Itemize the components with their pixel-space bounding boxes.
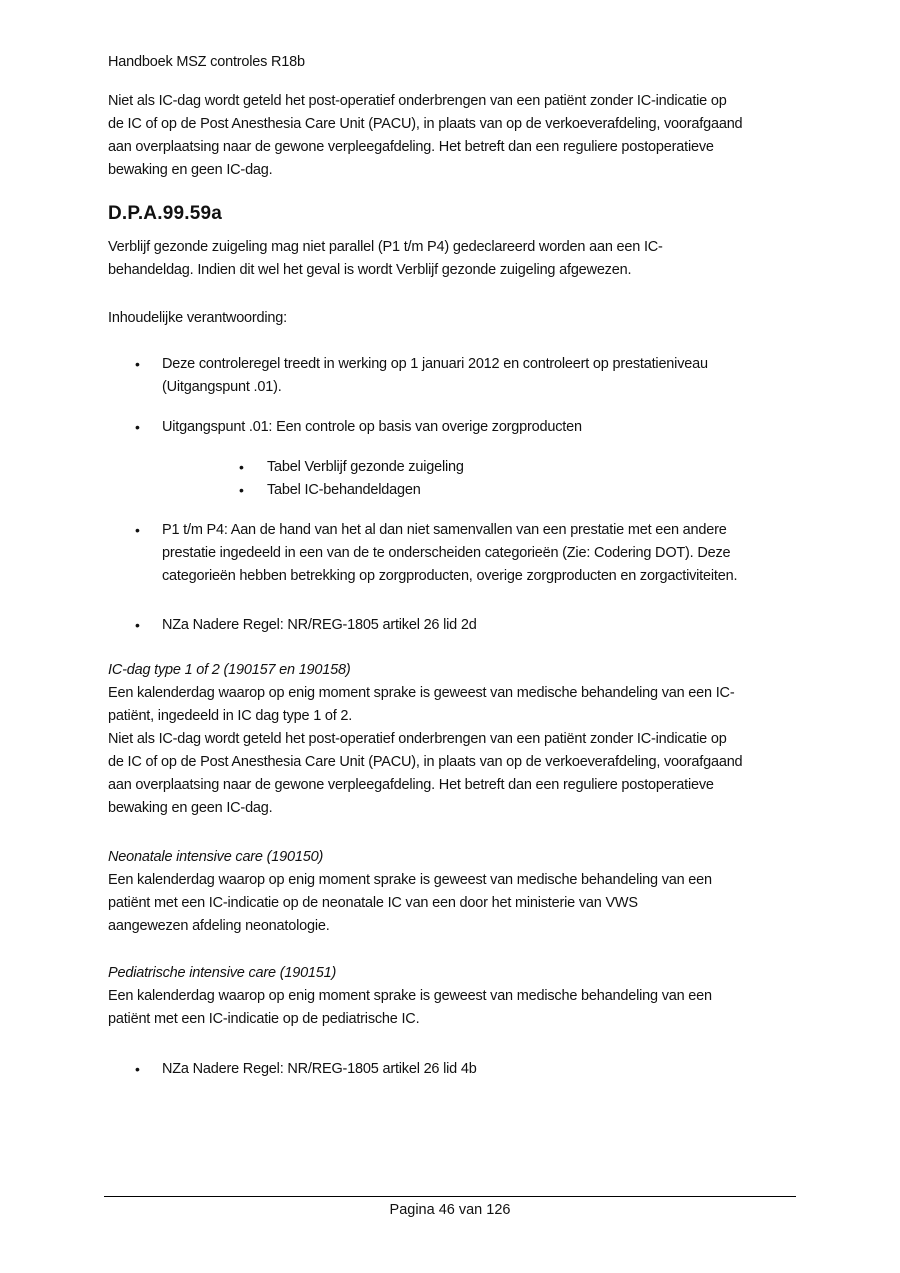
bullet-icon: •	[135, 522, 140, 538]
sub-bullet-item: Tabel IC-behandeldagen	[267, 482, 421, 498]
text-line: Niet als IC-dag wordt geteld het post-operatief onderbrengen van een patiënt zonder IC-indicatie op	[108, 93, 727, 109]
bullet-icon: •	[135, 419, 140, 435]
text-line: prestatie ingedeeld in een van de te onderscheiden categorieën (Zie: Codering DOT). Deze	[162, 545, 731, 561]
text-line: patiënt met een IC-indicatie op de neonatale IC van een door het ministerie van VWS	[108, 895, 638, 911]
section-heading: D.P.A.99.59a	[108, 203, 223, 224]
running-header: Handboek MSZ controles R18b	[108, 54, 305, 70]
text-line: aangewezen afdeling neonatologie.	[108, 918, 330, 934]
footer-divider	[104, 1196, 796, 1197]
text-line: patiënt met een IC-indicatie op de pediatrische IC.	[108, 1011, 420, 1027]
definition-title: Pediatrische intensive care (190151)	[108, 965, 337, 981]
text-line: NZa Nadere Regel: NR/REG-1805 artikel 26 lid 4b	[162, 1061, 477, 1077]
text-line: Een kalenderdag waarop op enig moment sprake is geweest van medische behandeling van een IC-	[108, 685, 735, 701]
text-line: Verblijf gezonde zuigeling mag niet parallel (P1 t/m P4) gedeclareerd worden aan een IC-	[108, 239, 663, 255]
text-line: Deze controleregel treedt in werking op 1 januari 2012 en controleert op prestatieniveau	[162, 356, 708, 372]
bullet-icon: •	[135, 1061, 140, 1077]
bullet-icon: •	[135, 617, 140, 633]
text-line: NZa Nadere Regel: NR/REG-1805 artikel 26 lid 2d	[162, 617, 477, 633]
bullet-icon: •	[239, 459, 244, 475]
text-line: Een kalenderdag waarop op enig moment sprake is geweest van medische behandeling van een	[108, 872, 712, 888]
text-line: Niet als IC-dag wordt geteld het post-operatief onderbrengen van een patiënt zonder IC-indicatie op	[108, 731, 727, 747]
text-line: P1 t/m P4: Aan de hand van het al dan niet samenvallen van een prestatie met een andere	[162, 522, 727, 538]
text-line: bewaking en geen IC-dag.	[108, 800, 273, 816]
definition-title: Neonatale intensive care (190150)	[108, 849, 324, 865]
text-line: behandeldag. Indien dit wel het geval is wordt Verblijf gezonde zuigeling afgewezen.	[108, 262, 632, 278]
bullet-icon: •	[239, 482, 244, 498]
page-number: Pagina 46 van 126	[389, 1202, 511, 1218]
text-line: Uitgangspunt .01: Een controle op basis van overige zorgproducten	[162, 419, 582, 435]
text-line: aan overplaatsing naar de gewone verpleegafdeling. Het betreft dan een reguliere postoperatieve	[108, 777, 714, 793]
text-line: Een kalenderdag waarop op enig moment sprake is geweest van medische behandeling van een	[108, 988, 712, 1004]
definition-title: IC-dag type 1 of 2 (190157 en 190158)	[108, 662, 351, 678]
text-line: (Uitgangspunt .01).	[162, 379, 282, 395]
text-line: aan overplaatsing naar de gewone verpleegafdeling. Het betreft dan een reguliere postoperatieve	[108, 139, 714, 155]
text-line: de IC of op de Post Anesthesia Care Unit (PACU), in plaats van op de verkoeverafdeling, voorafgaand	[108, 116, 743, 132]
text-line: bewaking en geen IC-dag.	[108, 162, 273, 178]
bullet-icon: •	[135, 356, 140, 372]
text-line: categorieën hebben betrekking op zorgproducten, overige zorgproducten en zorgactiviteiten.	[162, 568, 738, 584]
text-line: patiënt, ingedeeld in IC dag type 1 of 2.	[108, 708, 353, 724]
justification-label: Inhoudelijke verantwoording:	[108, 310, 287, 326]
text-line: de IC of op de Post Anesthesia Care Unit (PACU), in plaats van op de verkoeverafdeling, voorafgaand	[108, 754, 743, 770]
sub-bullet-item: Tabel Verblijf gezonde zuigeling	[267, 459, 464, 475]
